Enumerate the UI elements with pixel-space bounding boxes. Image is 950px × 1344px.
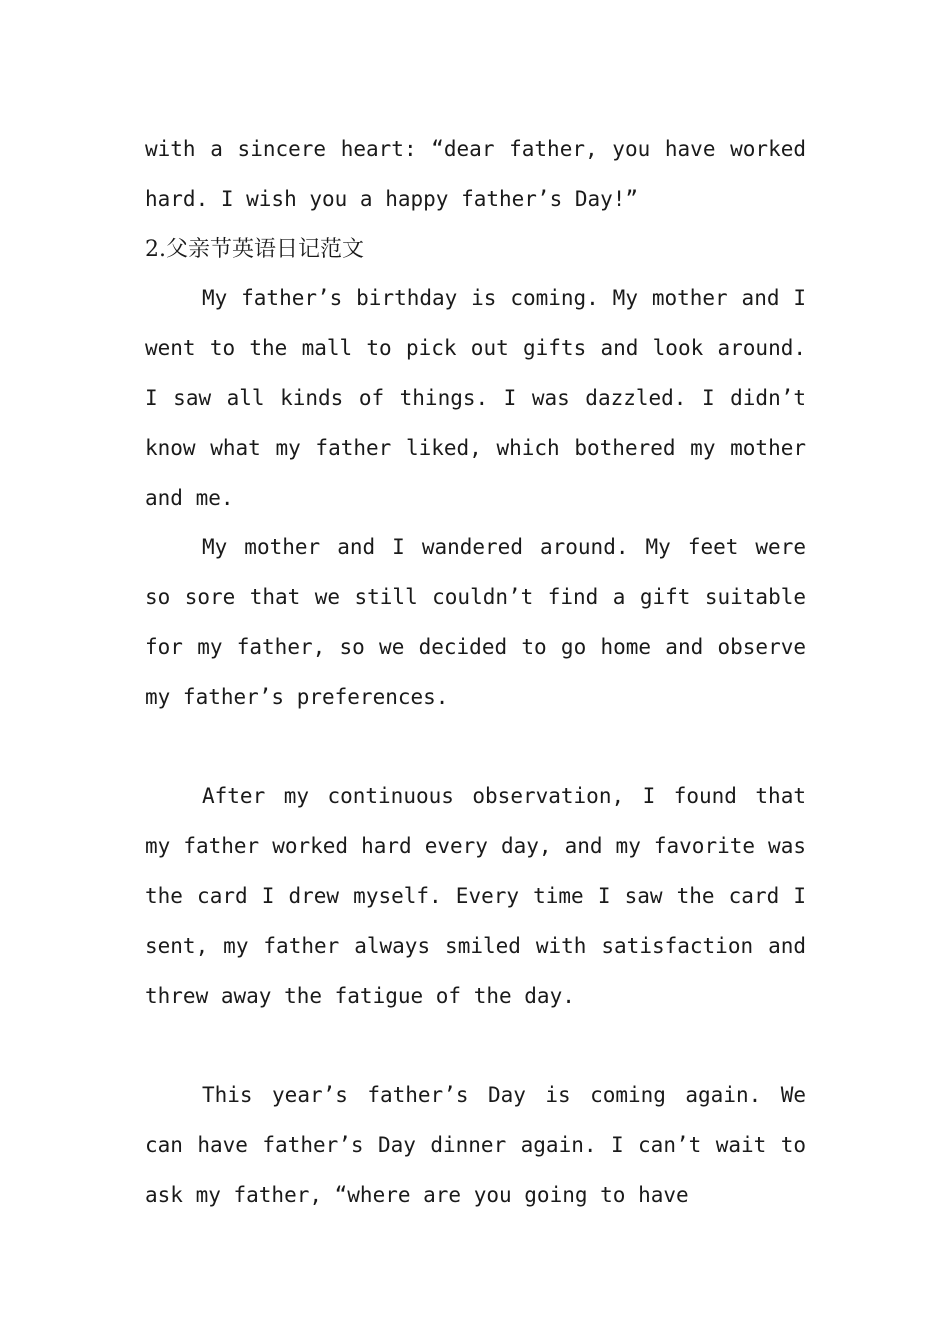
blank-line (145, 723, 806, 773)
section-heading: 2.父亲节英语日记范文 (145, 236, 364, 262)
paragraph-observation: After my continuous observation, I found that my father worked hard every day, and my favorite was the card I drew myself. Every time I saw the card I sent, my father always smiled with satisfaction and threw away the fatigue of the day. (145, 784, 806, 1008)
paragraph-birthday: My father’s birthday is coming. My mother and I went to the mall to pick out gifts and look around. I saw all kinds of things. I was dazzled. I didn’t know what my father liked, which bothered my mother and me. (145, 286, 806, 510)
paragraph-this-year: This year’s father’s Day is coming again. We can have father’s Day dinner again. I can’t wait to ask my father, “where are you going to have (145, 1083, 806, 1207)
paragraph-continuation: with a sincere heart: “dear father, you have worked hard. I wish you a happy father’s Day!” (145, 137, 806, 211)
paragraph-wandered: My mother and I wandered around. My feet were so sore that we still couldn’t find a gift suitable for my father, so we decided to go home and observe my father’s preferences. (145, 535, 806, 709)
document-body (145, 125, 806, 1221)
blank-line (145, 1021, 806, 1071)
